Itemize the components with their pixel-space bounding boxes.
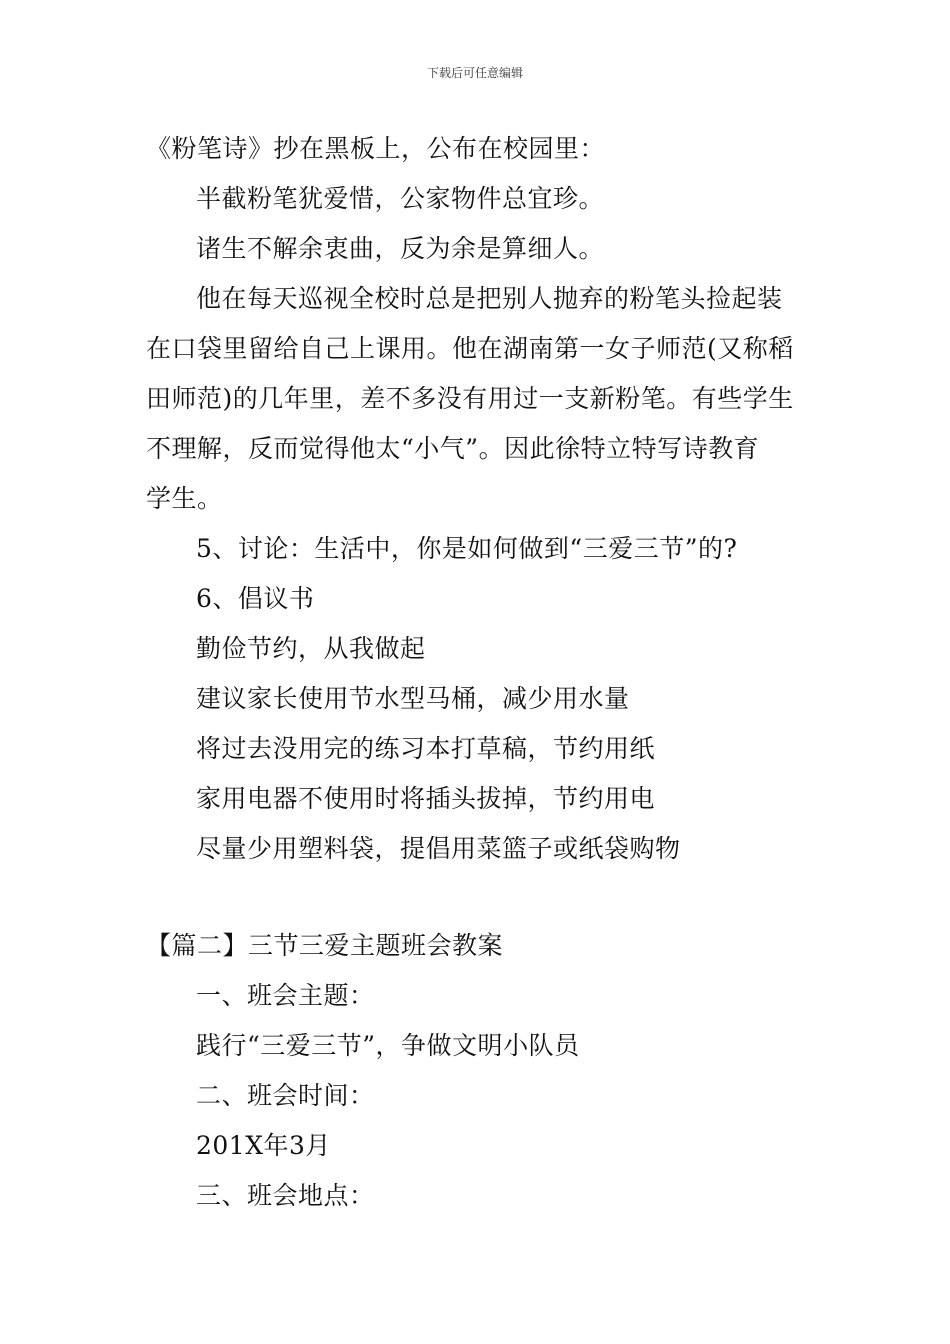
- paragraph-line: 201X年3月: [196, 1131, 331, 1160]
- proposal-item: 建议家长使用节水型马桶，减少用水量: [196, 684, 630, 713]
- section-heading: 6、倡议书: [196, 584, 315, 613]
- proposal-item: 尽量少用塑料袋，提倡用菜篮子或纸袋购物: [196, 834, 681, 863]
- paragraph-line: 田师范)的几年里，差不多没有用过一支新粉笔。有些学生: [146, 384, 794, 413]
- chapter-title: 【篇二】三节三爱主题班会教案: [146, 931, 504, 960]
- page-header: 下载后可任意编辑: [426, 66, 523, 80]
- poem-line: 半截粉笔犹爱惜，公家物件总宜珍。: [196, 184, 605, 213]
- text-line: 《粉笔诗》抄在黑板上，公布在校园里：: [146, 134, 606, 163]
- proposal-title: 勤俭节约，从我做起: [196, 634, 426, 663]
- paragraph-line: 在口袋里留给自己上课用。他在湖南第一女子师范(又称稻: [146, 334, 794, 363]
- paragraph-line: 不理解，反而觉得他太“小气”。因此徐特立特写诗教育: [146, 434, 760, 463]
- section-heading: 5、讨论：生活中，你是如何做到“三爱三节”的?: [196, 534, 738, 563]
- section-heading: 三、班会地点：: [196, 1181, 375, 1210]
- proposal-item: 将过去没用完的练习本打草稿，节约用纸: [196, 734, 656, 763]
- section-heading: 二、班会时间：: [196, 1081, 375, 1110]
- paragraph-line: 践行“三爱三节”，争做文明小队员: [196, 1031, 580, 1060]
- paragraph-line: 学生。: [146, 484, 223, 513]
- paragraph-line: 他在每天巡视全校时总是把别人抛弃的粉笔头捡起装: [196, 284, 783, 313]
- proposal-item: 家用电器不使用时将插头拔掉，节约用电: [196, 784, 656, 813]
- poem-line: 诸生不解余衷曲，反为余是算细人。: [196, 234, 605, 263]
- section-heading: 一、班会主题：: [196, 981, 375, 1010]
